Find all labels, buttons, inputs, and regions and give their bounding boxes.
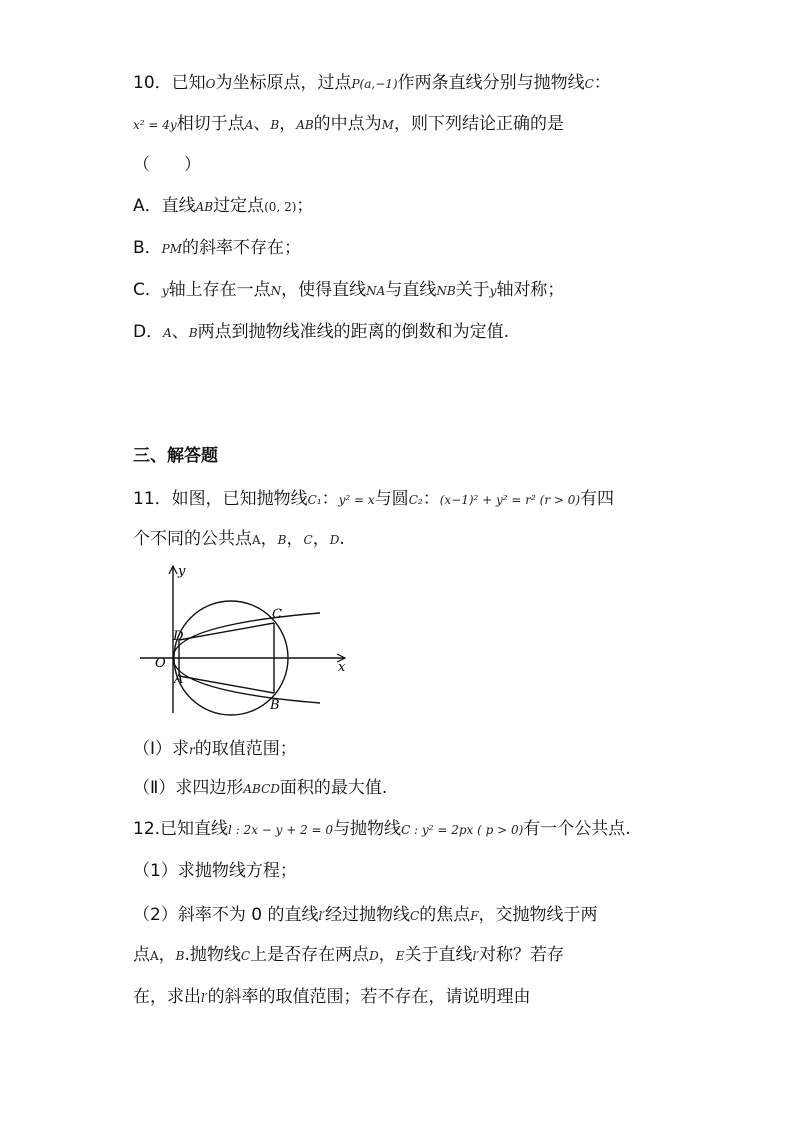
label-x-axis: x [338, 660, 346, 675]
q12-part2-line2: 点A，B.抛物线C上是否存在两点D，E关于直线l′对称？若存 [133, 945, 565, 965]
q10-option-a: A．直线AB过定点(0, 2)； [133, 196, 314, 216]
q11-number: 11． [133, 489, 172, 509]
q12-number: 12. [133, 819, 161, 839]
section-heading: 三、解答题 [133, 446, 218, 466]
q12-part2-line1: （2）斜率不为 0 的直线l′经过抛物线C的焦点F，交抛物线于两 [133, 905, 598, 925]
q10-answer-paren: （ ） [133, 155, 201, 175]
parabola-c1 [173, 613, 320, 658]
q12-part1: （1）求抛物线方程； [133, 861, 297, 881]
q10-option-c: C．y轴上存在一点N，使得直线NA与直线NB关于y轴对称； [133, 280, 565, 300]
label-origin: O [155, 656, 166, 671]
q10-line2: x² = 4y相切于点A、B，AB的中点为M，则下列结论正确的是 [133, 114, 564, 134]
q10-option-b: B．PM的斜率不存在； [133, 238, 302, 258]
q11-line1: 11．如图，已知抛物线C₁：y² = x与圆C₂：(x−1)² + y² = r² (r > 0)有四 [133, 489, 615, 509]
q10-line1: 10．已知O为坐标原点，过点P(a,−1)作两条直线分别与抛物线C： [133, 73, 611, 93]
q10-option-d: D．A、B两点到抛物线准线的距离的倒数和为定值. [133, 322, 509, 342]
q11-line2: 个不同的公共点A，B，C，D. [133, 529, 345, 549]
q11-figure [140, 563, 355, 718]
q11-part1: （Ⅰ）求r的取值范围； [133, 739, 297, 759]
q10-number: 10． [133, 73, 172, 93]
label-point-a: A [174, 672, 184, 687]
q12-line1: 12.已知直线l : 2x − y + 2 = 0与抛物线C : y² = 2px ( p > 0)有一个公共点. [133, 819, 631, 839]
label-point-b: B [270, 698, 280, 713]
label-y-axis: y [178, 564, 186, 579]
label-point-c: C [272, 607, 282, 622]
q11-part2: （Ⅱ）求四边形ABCD面积的最大值. [133, 778, 388, 798]
q12-part2-line3: 在，求出l′的斜率的取值范围；若不存在，请说明理由 [133, 987, 531, 1007]
label-point-d: D [173, 629, 184, 644]
parabola-c1-lower [173, 658, 320, 703]
